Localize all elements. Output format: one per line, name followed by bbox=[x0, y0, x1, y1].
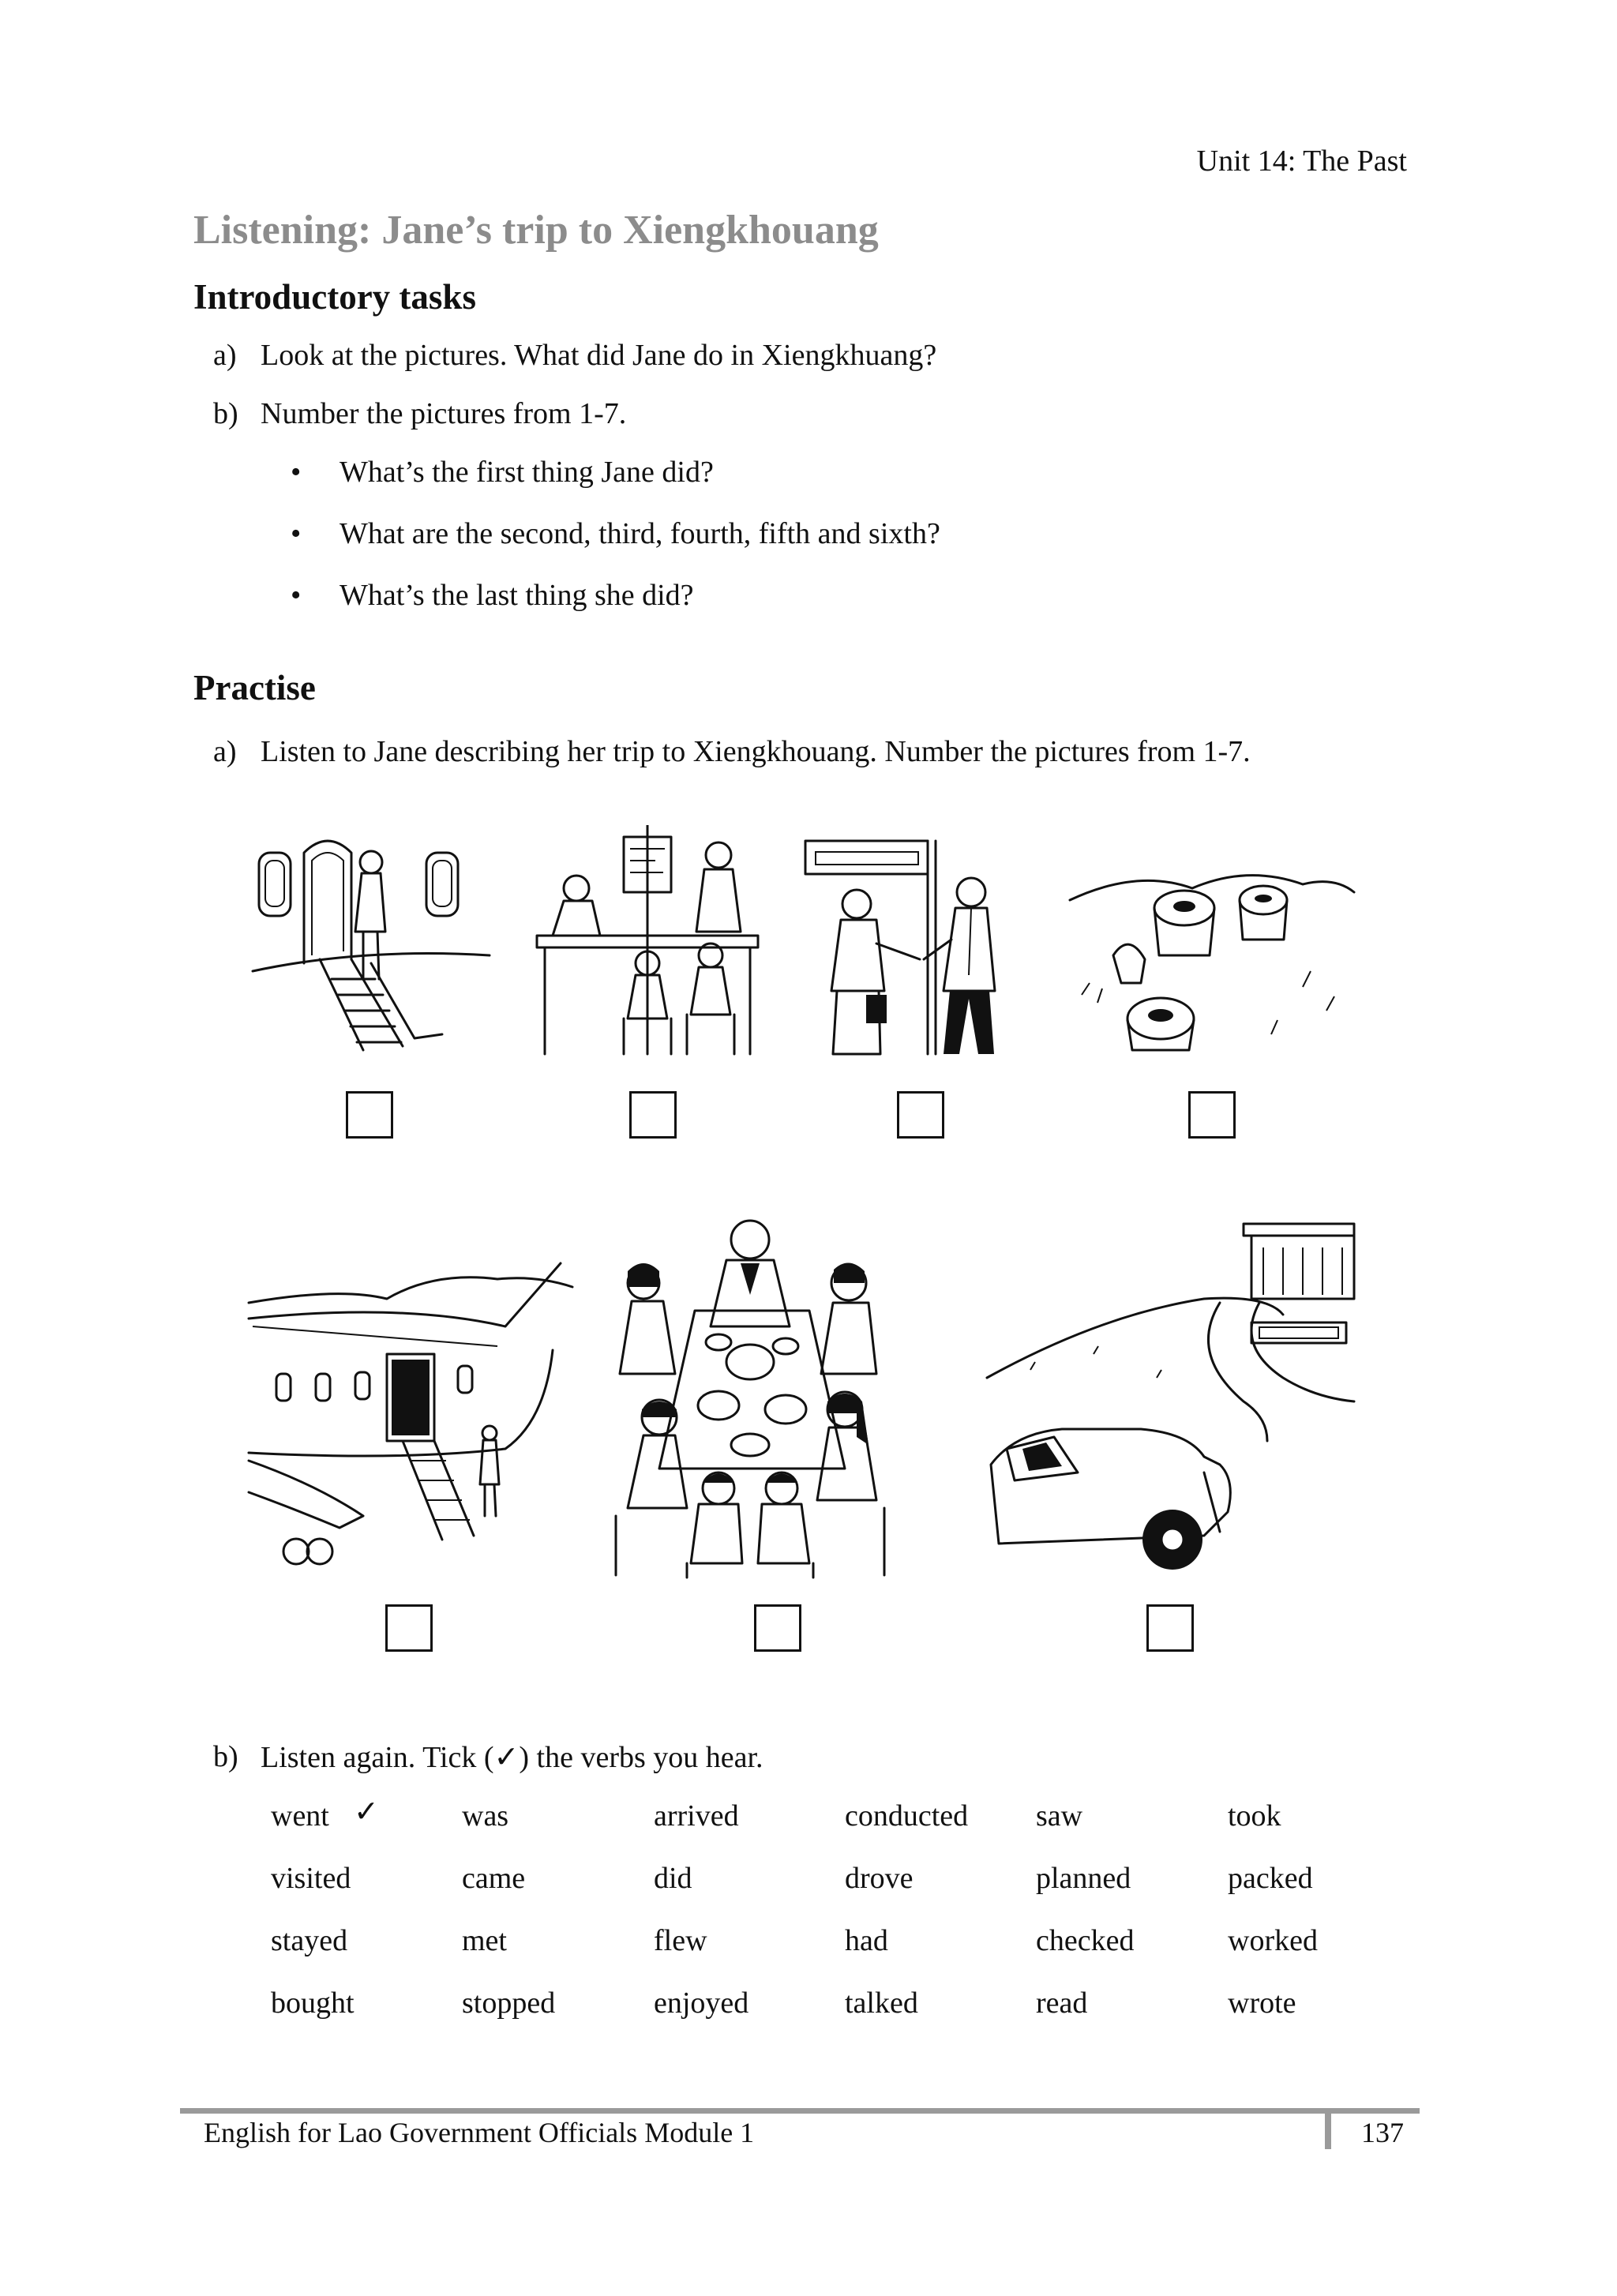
verb-item[interactable]: took bbox=[1228, 1799, 1281, 1833]
intro-a-label: a) bbox=[213, 339, 237, 372]
verb-item[interactable]: saw bbox=[1036, 1799, 1083, 1833]
page-number: 137 bbox=[1361, 2117, 1404, 2148]
intro-a-text: Look at the pictures. What did Jane do in Xiengkhuang? bbox=[261, 339, 937, 372]
intro-b-label: b) bbox=[213, 397, 238, 430]
verb-item[interactable]: had bbox=[845, 1924, 888, 1957]
verb-item[interactable]: met bbox=[462, 1924, 507, 1957]
verb-item[interactable]: went bbox=[271, 1799, 329, 1833]
practise-a-text: Listen to Jane describing her trip to Xiengkhouang. Number the pictures from 1-7. bbox=[261, 735, 1251, 768]
verb-item[interactable]: checked bbox=[1036, 1924, 1135, 1957]
plain-of-jars-illustration bbox=[1066, 853, 1358, 1058]
verb-item[interactable]: planned bbox=[1036, 1862, 1131, 1895]
footer-title: English for Lao Government Officials Module 1 bbox=[204, 2117, 755, 2148]
verb-item[interactable]: conducted bbox=[845, 1799, 969, 1833]
verb-item[interactable]: did bbox=[654, 1862, 692, 1895]
bullet-item: What’s the last thing she did? bbox=[340, 579, 694, 612]
bullet-item: What’s the first thing Jane did? bbox=[340, 456, 714, 489]
practise-a-label: a) bbox=[213, 735, 237, 768]
verb-item[interactable]: came bbox=[462, 1862, 526, 1895]
verb-item[interactable]: bought bbox=[271, 1986, 355, 2020]
tick-mark: ✓ bbox=[354, 1795, 379, 1829]
practise-heading: Practise bbox=[193, 668, 316, 707]
airplane-arrival-illustration bbox=[245, 1255, 576, 1575]
car-road-illustration bbox=[983, 1220, 1362, 1575]
verb-item[interactable]: worked bbox=[1228, 1924, 1318, 1957]
meeting-table-illustration bbox=[529, 825, 766, 1058]
footer-divider bbox=[1325, 2113, 1331, 2149]
verb-item[interactable]: drove bbox=[845, 1862, 914, 1895]
verb-item[interactable]: read bbox=[1036, 1986, 1088, 2020]
verb-item[interactable]: talked bbox=[845, 1986, 918, 2020]
bullet-item: What are the second, third, fourth, fifth and sixth? bbox=[340, 517, 940, 550]
verb-item[interactable]: enjoyed bbox=[654, 1986, 749, 2020]
verb-item[interactable]: stopped bbox=[462, 1986, 556, 2020]
unit-header: Unit 14: The Past bbox=[1196, 144, 1407, 178]
verb-item[interactable]: visited bbox=[271, 1862, 351, 1895]
page-title: Listening: Jane’s trip to Xiengkhouang bbox=[193, 208, 879, 253]
verb-item[interactable]: was bbox=[462, 1799, 509, 1833]
answer-box[interactable] bbox=[897, 1091, 944, 1139]
intro-heading: Introductory tasks bbox=[193, 277, 476, 317]
bullet-marker: • bbox=[291, 456, 302, 489]
answer-box[interactable] bbox=[629, 1091, 677, 1139]
verb-item[interactable]: arrived bbox=[654, 1799, 739, 1833]
verb-item[interactable]: flew bbox=[654, 1924, 707, 1957]
answer-box[interactable] bbox=[1188, 1091, 1236, 1139]
handshake-illustration bbox=[801, 833, 1030, 1062]
intro-b-text: Number the pictures from 1-7. bbox=[261, 397, 627, 430]
answer-box[interactable] bbox=[385, 1604, 433, 1652]
practise-b-text: Listen again. Tick (✓) the verbs you hear. bbox=[261, 1741, 763, 1774]
verb-item[interactable]: stayed bbox=[271, 1924, 348, 1957]
answer-box[interactable] bbox=[1146, 1604, 1194, 1652]
answer-box[interactable] bbox=[754, 1604, 801, 1652]
verb-item[interactable]: wrote bbox=[1228, 1986, 1296, 2020]
dinner-table-illustration bbox=[600, 1208, 904, 1579]
practise-b-label: b) bbox=[213, 1740, 238, 1773]
verb-item[interactable]: packed bbox=[1228, 1862, 1313, 1895]
footer-rule bbox=[180, 2108, 1420, 2114]
bullet-marker: • bbox=[291, 579, 302, 612]
answer-box[interactable] bbox=[346, 1091, 393, 1139]
bullet-marker: • bbox=[291, 517, 302, 550]
plane-door-stairs-illustration bbox=[245, 821, 497, 1058]
